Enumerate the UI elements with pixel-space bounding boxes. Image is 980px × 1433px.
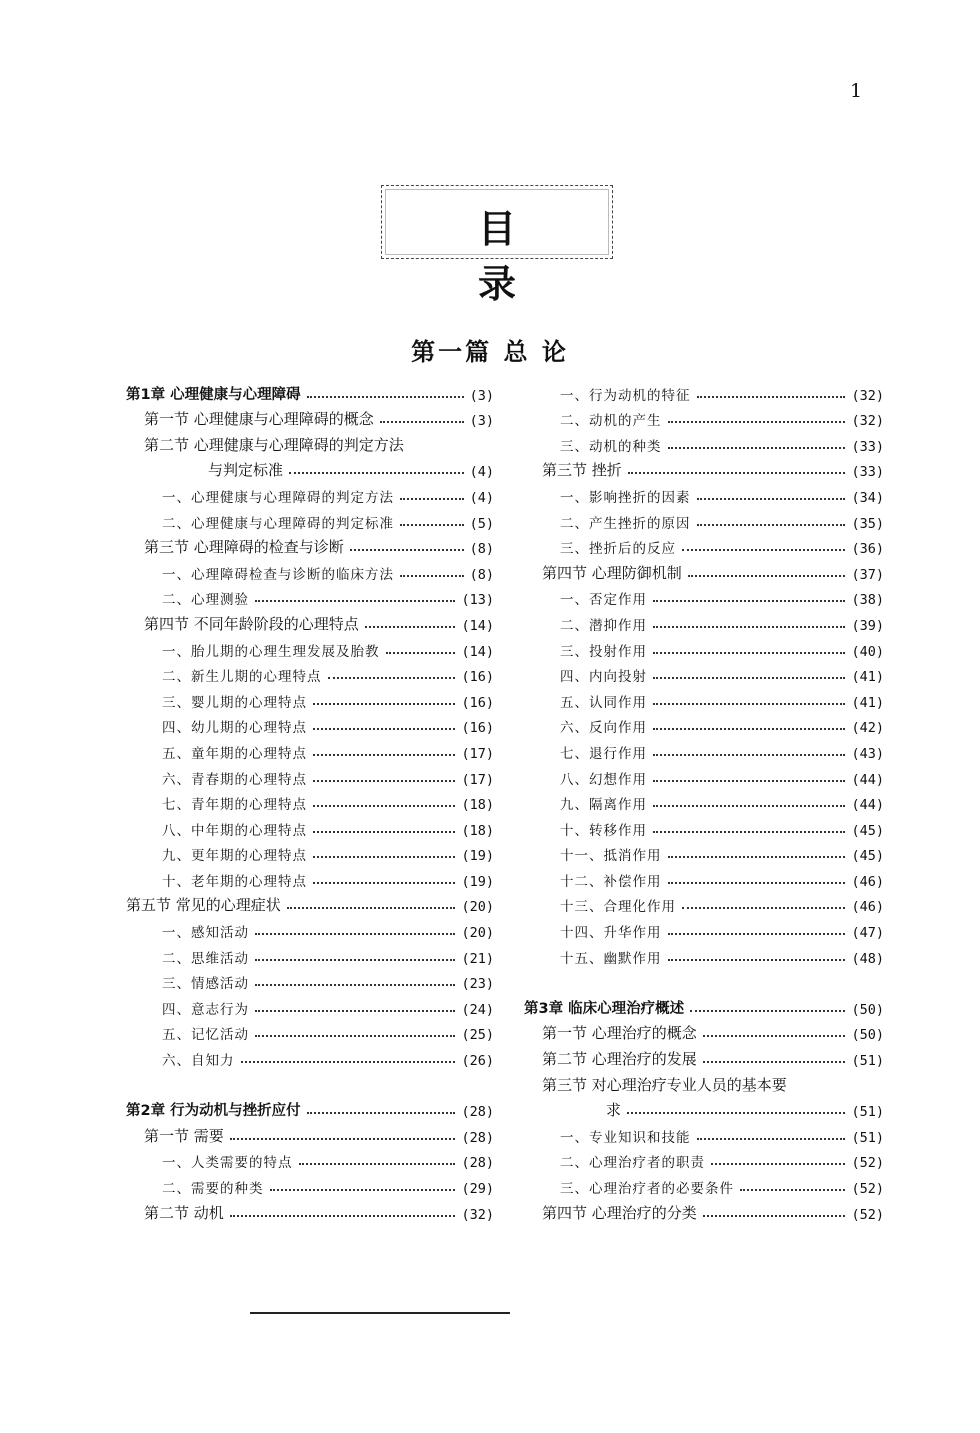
toc-entry-page: (41) — [851, 694, 884, 711]
toc-entry-page: (32) — [851, 413, 884, 430]
toc-entry[interactable] — [524, 532, 884, 558]
toc-entry-title: 第三节 对心理治疗专业人员的基本要 — [542, 1075, 787, 1094]
toc-entry-title: 一、人类需要的特点 — [162, 1155, 293, 1172]
toc-leader-dots — [400, 575, 464, 577]
toc-entry-page: (28) — [461, 1129, 494, 1146]
toc-entry-page: (8) — [469, 566, 494, 583]
toc-leader-dots — [313, 754, 455, 756]
toc-leader-dots — [255, 1035, 455, 1037]
toc-entry[interactable] — [524, 1043, 884, 1069]
toc-entry-page: (35) — [851, 515, 884, 532]
toc-entry-title: 二、心理测验 — [162, 592, 249, 609]
toc-leader-dots — [653, 780, 845, 782]
toc-entry[interactable] — [524, 634, 884, 660]
toc-entry-page: (20) — [461, 899, 494, 916]
toc-entry[interactable] — [126, 915, 494, 941]
toc-entry-page: (3) — [469, 387, 494, 404]
toc-entry[interactable] — [524, 711, 884, 737]
toc-entry-title: 第一节 需要 — [144, 1126, 224, 1145]
toc-leader-dots — [653, 728, 845, 730]
toc-entry-title: 十一、抵消作用 — [560, 848, 662, 865]
toc-right-column — [524, 378, 884, 1223]
toc-entry-title: 六、青春期的心理特点 — [162, 771, 307, 788]
toc-entry[interactable] — [126, 813, 494, 839]
toc-entry-title: 第1章 心理健康与心理障碍 — [126, 386, 301, 403]
toc-entry-title: 一、心理障碍检查与诊断的临床方法 — [162, 566, 394, 583]
toc-leader-dots — [270, 1189, 456, 1191]
toc-leader-dots — [230, 1215, 456, 1217]
toc-entry[interactable] — [126, 455, 494, 481]
toc-entry[interactable] — [524, 685, 884, 711]
toc-entry-page: (18) — [461, 797, 494, 814]
toc-entry-page: (32) — [851, 387, 884, 404]
toc-entry-page: (26) — [461, 1053, 494, 1070]
toc-entry-page: (14) — [461, 643, 494, 660]
toc-entry-page: (33) — [851, 464, 884, 481]
toc-entry[interactable] — [126, 736, 494, 762]
toc-entry-title: 第2章 行为动机与挫折应付 — [126, 1103, 301, 1120]
toc-entry-title: 十、老年期的心理特点 — [162, 873, 307, 890]
toc-entry-title: 三、投射作用 — [560, 643, 647, 660]
toc-entry-title: 四、意志行为 — [162, 1001, 249, 1018]
toc-entry[interactable] — [126, 711, 494, 737]
toc-entry-title: 十二、补偿作用 — [560, 873, 662, 890]
toc-entry-page: (52) — [851, 1181, 884, 1197]
toc-leader-dots — [668, 933, 846, 935]
toc-entry-page: (16) — [461, 720, 494, 737]
toc-entry-page: (51) — [851, 1129, 884, 1146]
toc-entry[interactable] — [524, 1171, 884, 1197]
toc-leader-dots — [350, 549, 464, 551]
toc-leader-dots — [653, 754, 845, 756]
toc-entry-page: (28) — [461, 1155, 494, 1172]
toc-entry[interactable] — [524, 992, 884, 1018]
toc-entry[interactable] — [126, 1171, 494, 1197]
toc-entry-title: 十四、升华作用 — [560, 925, 662, 942]
toc-entry[interactable] — [524, 660, 884, 686]
toc-entry-page: (50) — [851, 1001, 884, 1018]
toc-entry-page: (14) — [461, 617, 494, 634]
toc-entry-page: (41) — [851, 669, 884, 686]
toc-entry-page: (24) — [461, 1001, 494, 1018]
toc-leader-dots — [653, 677, 845, 679]
toc-entry-page: (17) — [461, 771, 494, 788]
toc-leader-dots — [313, 780, 455, 782]
toc-entry-page: (52) — [851, 1206, 884, 1223]
toc-entry[interactable] — [126, 660, 494, 686]
toc-leader-dots — [697, 524, 846, 526]
toc-entry[interactable] — [524, 788, 884, 814]
toc-entry-title: 一、影响挫折的因素 — [560, 489, 691, 506]
toc-entry-title: 五、认同作用 — [560, 694, 647, 711]
toc-entry-page: (52) — [851, 1155, 884, 1172]
toc-entry[interactable] — [126, 634, 494, 660]
toc-entry-title: 三、情感活动 — [162, 976, 249, 993]
toc-entry[interactable] — [126, 839, 494, 865]
toc-left-column — [126, 378, 494, 1223]
toc-leader-dots — [703, 1061, 846, 1063]
toc-leader-dots — [682, 907, 845, 909]
toc-entry-page: (28) — [461, 1104, 494, 1121]
toc-entry-title: 二、心理健康与心理障碍的判定标准 — [162, 515, 394, 532]
toc-entry[interactable] — [126, 378, 494, 404]
toc-entry-title: 第四节 心理防御机制 — [542, 563, 682, 582]
toc-entry-page: (45) — [851, 822, 884, 839]
toc-entry[interactable] — [524, 1120, 884, 1146]
toc-entry-title: 求 — [606, 1101, 622, 1120]
toc-entry-page: (51) — [851, 1053, 884, 1070]
toc-entry[interactable] — [126, 1197, 494, 1223]
toc-entry-title: 一、否定作用 — [560, 592, 647, 609]
toc-leader-dots — [299, 1163, 456, 1165]
toc-leader-dots — [653, 703, 845, 705]
toc-entry-title: 第三节 挫折 — [542, 461, 622, 480]
toc-entry[interactable] — [126, 762, 494, 788]
toc-entry[interactable] — [126, 967, 494, 993]
toc-entry[interactable] — [126, 1095, 494, 1121]
toc-entry-title: 五、童年期的心理特点 — [162, 745, 307, 762]
toc-leader-dots — [711, 1163, 845, 1165]
toc-leader-dots — [690, 1010, 845, 1012]
toc-leader-dots — [668, 856, 846, 858]
toc-entry[interactable] — [126, 992, 494, 1018]
toc-entry-page: (19) — [461, 848, 494, 865]
toc-leader-dots — [255, 1010, 455, 1012]
toc-leader-dots — [386, 652, 456, 654]
toc-entry-page: (44) — [851, 797, 884, 814]
toc-entry-page: (36) — [851, 541, 884, 558]
toc-entry-title: 第二节 动机 — [144, 1203, 224, 1222]
toc-entry-page: (46) — [851, 899, 884, 916]
toc-leader-dots — [400, 524, 464, 526]
toc-entry-page: (47) — [851, 925, 884, 942]
toc-leader-dots — [627, 1112, 845, 1114]
toc-entry-title: 二、产生挫折的原因 — [560, 515, 691, 532]
toc-entry-title: 一、专业知识和技能 — [560, 1129, 691, 1146]
toc-entry[interactable] — [126, 1018, 494, 1044]
toc-entry[interactable] — [524, 480, 884, 506]
toc-entry[interactable] — [126, 890, 494, 916]
toc-leader-dots — [653, 805, 845, 807]
toc-entry[interactable] — [126, 1146, 494, 1172]
toc-entry[interactable] — [524, 762, 884, 788]
toc-entry-title: 二、思维活动 — [162, 950, 249, 967]
toc-entry-page: (42) — [851, 720, 884, 737]
toc-entry[interactable] — [524, 583, 884, 609]
toc-entry-title: 一、行为动机的特征 — [560, 387, 691, 404]
toc-leader-dots — [697, 498, 846, 500]
toc-entry[interactable] — [524, 506, 884, 532]
toc-leader-dots — [668, 421, 846, 423]
toc-entry-title: 第四节 不同年龄阶段的心理特点 — [144, 614, 359, 633]
toc-leader-dots — [307, 396, 464, 398]
toc-leader-dots — [740, 1189, 845, 1191]
toc-entry-title: 九、隔离作用 — [560, 797, 647, 814]
toc-title: 目 录 — [477, 207, 578, 306]
toc-entry-title: 第一节 心理健康与心理障碍的概念 — [144, 410, 374, 429]
toc-leader-dots — [697, 1138, 846, 1140]
part-title: 第一篇 总 论 — [411, 338, 569, 366]
toc-entry-title: 第3章 临床心理治疗概述 — [524, 1000, 685, 1017]
toc-entry-page: (34) — [851, 489, 884, 506]
toc-entry-page: (45) — [851, 848, 884, 865]
bottom-rule — [250, 1312, 510, 1314]
toc-leader-dots — [313, 882, 455, 884]
toc-entry-title: 四、幼儿期的心理特点 — [162, 720, 307, 737]
toc-entry-page: (18) — [461, 822, 494, 839]
toc-entry-page: (5) — [469, 515, 494, 532]
toc-entry-page: (50) — [851, 1027, 884, 1044]
toc-entry-page: (8) — [469, 541, 494, 558]
toc-entry-title: 三、心理治疗者的必要条件 — [560, 1181, 734, 1197]
toc-entry[interactable] — [126, 404, 494, 430]
toc-leader-dots — [380, 421, 464, 423]
toc-entry-title: 一、胎儿期的心理生理发展及胎教 — [162, 643, 380, 660]
toc-entry[interactable] — [524, 1069, 884, 1095]
toc-entry[interactable] — [126, 480, 494, 506]
toc-leader-dots — [400, 498, 464, 500]
toc-entry[interactable] — [126, 1043, 494, 1069]
toc-entry[interactable] — [126, 1120, 494, 1146]
toc-leader-dots — [255, 933, 455, 935]
toc-entry-page: (32) — [461, 1206, 494, 1223]
toc-leader-dots — [328, 677, 456, 679]
toc-entry[interactable] — [524, 1197, 884, 1223]
page-number: 1 — [850, 80, 863, 102]
toc-entry[interactable] — [524, 557, 884, 583]
toc-leader-dots — [697, 396, 846, 398]
toc-leader-dots — [653, 652, 845, 654]
toc-entry[interactable] — [126, 685, 494, 711]
toc-entry[interactable] — [524, 839, 884, 865]
toc-entry[interactable] — [126, 608, 494, 634]
toc-entry-page: (4) — [469, 464, 494, 481]
toc-entry-page: (16) — [461, 669, 494, 686]
toc-leader-dots — [365, 626, 456, 628]
toc-spacer — [126, 1069, 494, 1095]
toc-leader-dots — [241, 1061, 456, 1063]
toc-leader-dots — [255, 600, 455, 602]
toc-entry[interactable] — [126, 429, 494, 455]
toc-entry[interactable] — [524, 1146, 884, 1172]
toc-entry[interactable] — [524, 813, 884, 839]
toc-entry-title: 第二节 心理健康与心理障碍的判定方法 — [144, 435, 404, 454]
toc-entry[interactable] — [524, 429, 884, 455]
toc-entry-title: 第二节 心理治疗的发展 — [542, 1050, 697, 1069]
toc-entry-title: 二、潜抑作用 — [560, 617, 647, 634]
toc-title-frame — [381, 185, 613, 306]
toc-entry-title: 五、记忆活动 — [162, 1027, 249, 1044]
toc-entry-title: 十五、幽默作用 — [560, 950, 662, 967]
toc-entry-title: 八、中年期的心理特点 — [162, 822, 307, 839]
toc-entry-title: 一、心理健康与心理障碍的判定方法 — [162, 489, 394, 506]
toc-entry-page: (44) — [851, 771, 884, 788]
toc-entry-title: 三、婴儿期的心理特点 — [162, 694, 307, 711]
toc-entry-title: 二、动机的产生 — [560, 413, 662, 430]
toc-entry[interactable] — [524, 608, 884, 634]
toc-entry-title: 九、更年期的心理特点 — [162, 848, 307, 865]
toc-leader-dots — [289, 472, 464, 474]
toc-entry-title: 第三节 心理障碍的检查与诊断 — [144, 538, 344, 557]
toc-leader-dots — [703, 1215, 846, 1217]
toc-entry-title: 二、心理治疗者的职责 — [560, 1155, 705, 1172]
toc-entry-page: (39) — [851, 617, 884, 634]
toc-entry-page: (3) — [469, 413, 494, 430]
toc-entry-title: 三、挫折后的反应 — [560, 541, 676, 558]
toc-entry-page: (38) — [851, 592, 884, 609]
toc-entry-page: (17) — [461, 745, 494, 762]
toc-entry-page: (25) — [461, 1027, 494, 1044]
toc-entry[interactable] — [524, 1018, 884, 1044]
toc-leader-dots — [682, 549, 845, 551]
toc-entry[interactable] — [126, 864, 494, 890]
toc-leader-dots — [313, 856, 455, 858]
toc-entry-title: 八、幻想作用 — [560, 771, 647, 788]
toc-leader-dots — [255, 959, 455, 961]
toc-leader-dots — [653, 600, 845, 602]
toc-entry[interactable] — [126, 557, 494, 583]
toc-entry-page: (29) — [461, 1181, 494, 1197]
toc-entry[interactable] — [524, 378, 884, 404]
toc-entry-title: 三、动机的种类 — [560, 438, 662, 455]
toc-leader-dots — [653, 626, 845, 628]
toc-leader-dots — [703, 1035, 846, 1037]
toc-entry[interactable] — [524, 890, 884, 916]
toc-entry[interactable] — [126, 583, 494, 609]
toc-leader-dots — [628, 472, 846, 474]
toc-entry-page: (43) — [851, 745, 884, 762]
toc-leader-dots — [313, 703, 455, 705]
toc-entry-title: 六、自知力 — [162, 1053, 235, 1070]
toc-entry-title: 七、青年期的心理特点 — [162, 797, 307, 814]
toc-entry[interactable] — [524, 864, 884, 890]
toc-entry[interactable] — [524, 404, 884, 430]
toc-leader-dots — [313, 831, 455, 833]
toc-leader-dots — [313, 728, 455, 730]
toc-entry-page: (4) — [469, 489, 494, 506]
toc-leader-dots — [255, 984, 455, 986]
toc-entry-title: 十、转移作用 — [560, 822, 647, 839]
toc-leader-dots — [287, 907, 456, 909]
toc-entry[interactable] — [524, 455, 884, 481]
toc-entry-title: 第一节 心理治疗的概念 — [542, 1024, 697, 1043]
toc-leader-dots — [653, 831, 845, 833]
toc-entry-title: 七、退行作用 — [560, 745, 647, 762]
toc-entry-page: (19) — [461, 873, 494, 890]
toc-entry-title: 二、需要的种类 — [162, 1181, 264, 1197]
toc-entry-page: (16) — [461, 694, 494, 711]
toc-entry[interactable] — [524, 915, 884, 941]
toc-entry-page: (48) — [851, 950, 884, 967]
toc-leader-dots — [313, 805, 455, 807]
toc-entry-title: 六、反向作用 — [560, 720, 647, 737]
toc-entry-page: (37) — [851, 566, 884, 583]
toc-entry-title: 四、内向投射 — [560, 669, 647, 686]
toc-entry-title: 第四节 心理治疗的分类 — [542, 1203, 697, 1222]
toc-entry[interactable] — [126, 506, 494, 532]
toc-entry-page: (21) — [461, 950, 494, 967]
toc-entry[interactable] — [524, 736, 884, 762]
toc-entry-page: (51) — [851, 1104, 884, 1121]
toc-entry-page: (46) — [851, 873, 884, 890]
toc-leader-dots — [668, 882, 846, 884]
toc-entry-page: (20) — [461, 925, 494, 942]
toc-entry-page: (33) — [851, 438, 884, 455]
toc-leader-dots — [307, 1112, 456, 1114]
toc-entry-title: 二、新生儿期的心理特点 — [162, 669, 322, 686]
toc-spacer — [524, 967, 884, 993]
toc-entry-title: 与判定标准 — [208, 461, 284, 480]
toc-entry-title: 第五节 常见的心理症状 — [126, 896, 281, 915]
toc-entry-title: 一、感知活动 — [162, 925, 249, 942]
toc-leader-dots — [230, 1138, 456, 1140]
toc-entry-page: (13) — [461, 592, 494, 609]
toc-entry-title: 十三、合理化作用 — [560, 899, 676, 916]
toc-leader-dots — [668, 447, 846, 449]
toc-entry[interactable] — [126, 941, 494, 967]
toc-entry[interactable] — [524, 941, 884, 967]
toc-entry[interactable] — [524, 1095, 884, 1121]
toc-leader-dots — [668, 959, 846, 961]
toc-entry-page: (23) — [461, 976, 494, 993]
toc-entry-page: (40) — [851, 643, 884, 660]
toc-entry[interactable] — [126, 788, 494, 814]
toc-leader-dots — [688, 575, 846, 577]
toc-entry[interactable] — [126, 532, 494, 558]
